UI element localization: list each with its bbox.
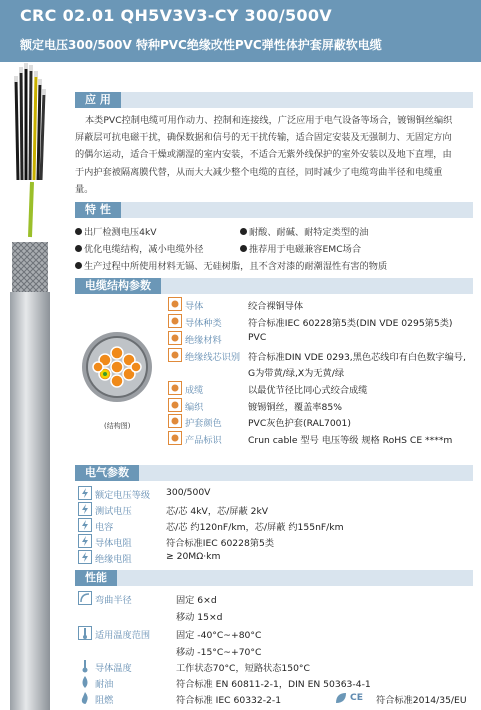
electrical-row-label: 测试电压 <box>95 506 132 517</box>
structure-row-value: 以最优节径比同心式绞合成缆 <box>248 385 368 396</box>
cable-image <box>0 62 62 710</box>
structure-section-label: 电缆结构参数 <box>75 278 161 294</box>
application-text <box>75 112 473 198</box>
test-voltage-icon <box>78 502 92 516</box>
electrical-row-value: 符合标准IEC 60228第5类 <box>166 538 275 549</box>
application-line: 量。 <box>75 183 94 195</box>
bend-radius-icon <box>78 591 92 605</box>
bullet-icon <box>75 262 82 269</box>
temperature-moving: 移动 -15°C~+70°C <box>176 647 262 658</box>
electrical-row-label: 导体电阻 <box>95 538 132 549</box>
marking-icon <box>168 431 182 445</box>
rohs-leaf-icon <box>334 691 348 705</box>
structure-row-value: 符合标准DIN VDE 0293,黑色芯线印有白色数字编号, <box>248 352 466 363</box>
rohs-standard: 符合标准2014/35/EU <box>376 695 467 706</box>
application-section-label: 应 用 <box>75 92 121 108</box>
bend-radius-fixed: 固定 6×d <box>176 595 217 606</box>
performance-section-bar <box>75 570 473 586</box>
structure-row-value: Crun cable 型号 电压等级 规格 RoHS CE ****m <box>248 435 453 446</box>
core-id-icon <box>168 348 182 362</box>
structure-row-label: 绝缘材料 <box>185 335 222 346</box>
electrical-row-value: 芯/芯 约120nF/km，芯/屏蔽 约155nF/km <box>166 522 344 533</box>
electrical-row-label: 绝缘电阻 <box>95 554 132 565</box>
diagram-caption: (结构图) <box>104 422 131 430</box>
cabling-icon <box>168 381 182 395</box>
capacitance-icon <box>78 518 92 532</box>
structure-row-value: PVC <box>248 332 267 343</box>
structure-row-value-continued: G为带黄/绿,X为无黄/绿 <box>248 368 345 379</box>
electrical-row-value: ≥ 20MΩ·km <box>166 551 221 562</box>
insulation-resistance-icon <box>78 550 92 564</box>
application-line: 于内护套被隔离膜代替，从而大大减少整个电缆的直径，同时减少了电缆弯曲半径和电缆重 <box>75 166 443 178</box>
structure-row-label: 护套颜色 <box>185 418 222 429</box>
oil-drop-icon <box>78 675 92 689</box>
structure-row-value: 符合标准IEC 60228第5类(DIN VDE 0295第5类) <box>248 318 453 329</box>
structure-row-label: 成缆 <box>185 385 204 396</box>
conductor-class-icon <box>168 314 182 328</box>
bullet-icon <box>240 228 247 235</box>
performance-section-label: 性能 <box>75 570 117 586</box>
bullet-icon <box>75 228 82 235</box>
oil-resistance-label: 耐油 <box>95 679 114 690</box>
ce-mark: CE <box>350 692 364 703</box>
conductor-temperature-icon <box>78 659 92 673</box>
structure-row-value: 镀锡铜丝，覆盖率85% <box>248 402 342 413</box>
resistance-icon <box>78 534 92 548</box>
structure-row-label: 产品标识 <box>185 435 222 446</box>
bullet-icon <box>240 245 247 252</box>
bend-radius-label: 弯曲半径 <box>95 595 132 606</box>
application-line: 屏蔽层可抗电磁干扰，确保数据和信号的无干扰传输，适合固定安装及无强制力、无固定方向 <box>75 132 452 144</box>
structure-row-value: 绞合裸铜导体 <box>248 301 304 312</box>
bend-radius-moving: 移动 15×d <box>176 612 223 623</box>
feature-item: 生产过程中所使用材料无镉、无硅树脂，且不含对漆的耐潮湿性有害的物质 <box>75 258 387 272</box>
structure-section-bar <box>75 278 473 294</box>
features-section-label: 特 性 <box>75 202 121 218</box>
oil-resistance-value: 符合标准 EN 60811-2-1，DIN EN 50363-4-1 <box>176 679 371 690</box>
flame-retardant-label: 阻燃 <box>95 695 114 706</box>
conductor-icon <box>168 297 182 311</box>
page-title: CRC 02.01 QH5V3V3-CY 300/500V <box>20 6 332 25</box>
electrical-row-label: 额定电压等级 <box>95 490 151 501</box>
bullet-icon <box>75 245 82 252</box>
temperature-range-icon <box>78 626 92 640</box>
rated-voltage-icon <box>78 486 92 500</box>
structure-row-label: 绝缘线芯识别 <box>185 352 241 363</box>
flame-retardant-value: 符合标准 IEC 60332-2-1 <box>176 695 282 706</box>
conductor-temperature-label: 导体温度 <box>95 663 132 674</box>
page-subtitle: 额定电压300/500V 特种PVC绝缘改性PVC弹性体护套屏蔽软电缆 <box>20 38 382 52</box>
conductor-temperature-value: 工作状态70°C，短路状态150°C <box>176 663 310 674</box>
temperature-fixed: 固定 -40°C~+80°C <box>176 630 262 641</box>
application-line: 的偶尔运动，适合干燥或潮湿的室内安装，不适合无紫外线保护的室外安装以及地下直埋，由 <box>75 149 452 161</box>
feature-item: 推荐用于电磁兼容EMC场合 <box>240 241 361 255</box>
structure-row-label: 编织 <box>185 402 204 413</box>
application-section-bar <box>75 92 473 108</box>
braid-icon <box>168 398 182 412</box>
feature-item: 优化电缆结构，减小电缆外径 <box>75 241 203 255</box>
application-line: 本类PVC控制电缆可用作动力、控制和连接线，广泛应用于电气设备等场合，镀锡铜丝编织 <box>85 115 453 126</box>
features-section-bar <box>75 202 473 218</box>
electrical-row-label: 电容 <box>95 522 114 533</box>
structure-row-label: 导体 <box>185 301 204 312</box>
electrical-section-label: 电气参数 <box>75 465 139 481</box>
cross-section-diagram <box>80 330 154 404</box>
flame-icon <box>78 691 92 705</box>
insulation-icon <box>168 331 182 345</box>
temperature-range-label: 适用温度范围 <box>95 630 151 641</box>
electrical-section-bar <box>75 465 473 481</box>
sheath-color-icon <box>168 414 182 428</box>
feature-item: 耐酸、耐碱、耐特定类型的油 <box>240 224 368 238</box>
electrical-row-value: 300/500V <box>166 487 211 498</box>
feature-item: 出厂检测电压4kV <box>75 224 157 238</box>
structure-row-value: PVC灰色护套(RAL7001) <box>248 418 351 429</box>
structure-row-label: 导体种类 <box>185 318 222 329</box>
electrical-row-value: 芯/芯 4kV，芯/屏蔽 2kV <box>166 506 269 517</box>
header-banner <box>0 0 481 62</box>
